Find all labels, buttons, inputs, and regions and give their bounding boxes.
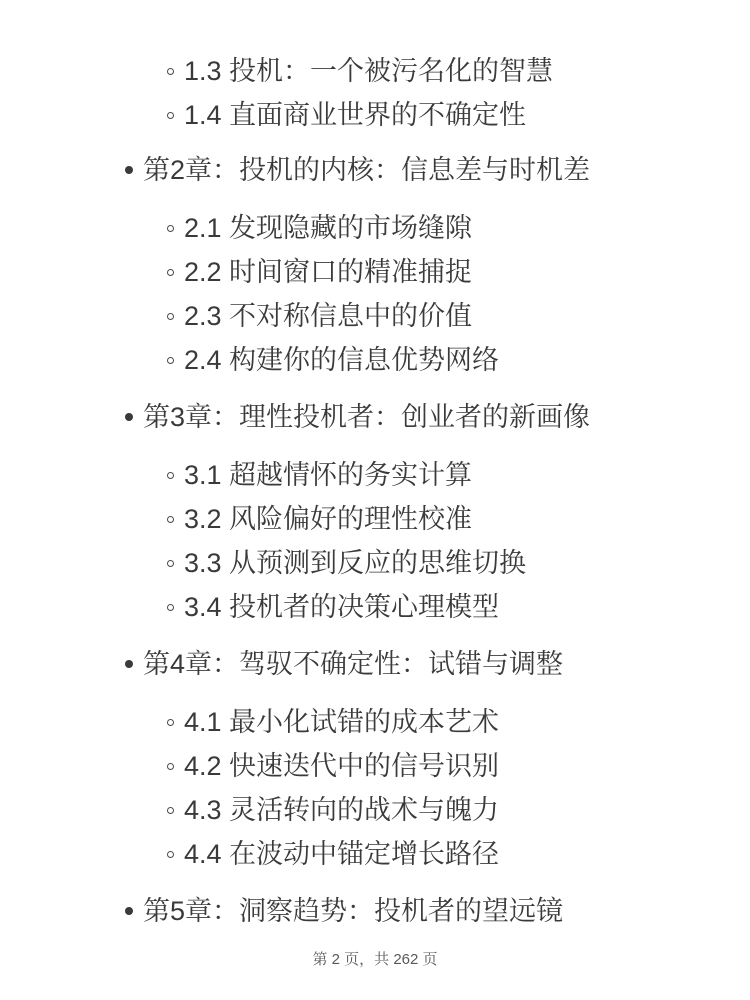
toc-section-label: 4.2 快速迭代中的信号识别 bbox=[184, 751, 500, 781]
toc-section-item-4-1 bbox=[167, 707, 750, 737]
toc-section-label: 3.1 超越情怀的务实计算 bbox=[184, 460, 473, 490]
toc-section-item-2-3 bbox=[167, 301, 750, 331]
toc-section-item-3-1 bbox=[167, 460, 750, 490]
toc-section-item-1-4 bbox=[167, 100, 750, 130]
toc-chapter-item-3 bbox=[125, 402, 750, 432]
bullet-circle-icon bbox=[167, 560, 174, 567]
toc-section-label: 1.4 直面商业世界的不确定性 bbox=[184, 100, 527, 130]
bullet-circle-icon bbox=[167, 516, 174, 523]
bullet-circle-icon bbox=[167, 807, 174, 814]
toc-chapter-label: 第5章：洞察趋势：投机者的望远镜 bbox=[143, 896, 564, 926]
bullet-disc-icon bbox=[125, 660, 133, 668]
toc-section-item-3-4 bbox=[167, 592, 750, 622]
toc-chapter-item-5 bbox=[125, 896, 750, 926]
bullet-circle-icon bbox=[167, 851, 174, 858]
toc-section-label: 1.3 投机：一个被污名化的智慧 bbox=[184, 56, 554, 86]
toc-section-label: 3.4 投机者的决策心理模型 bbox=[184, 592, 500, 622]
toc-chapter-item-2 bbox=[125, 155, 750, 185]
toc-section-item-4-3 bbox=[167, 795, 750, 825]
toc-section-label: 2.3 不对称信息中的价值 bbox=[184, 301, 473, 331]
toc-section-label: 4.3 灵活转向的战术与魄力 bbox=[184, 795, 500, 825]
page-number-footer: 第 2 页，共 262 页 bbox=[312, 951, 438, 968]
toc-chapter-label: 第3章：理性投机者：创业者的新画像 bbox=[143, 402, 591, 432]
toc-section-label: 3.2 风险偏好的理性校准 bbox=[184, 504, 473, 534]
bullet-circle-icon bbox=[167, 604, 174, 611]
bullet-circle-icon bbox=[167, 225, 174, 232]
toc-chapter-item-4 bbox=[125, 649, 750, 679]
toc-section-item-1-3 bbox=[167, 56, 750, 86]
bullet-disc-icon bbox=[125, 166, 133, 174]
toc-section-label: 3.3 从预测到反应的思维切换 bbox=[184, 548, 527, 578]
toc-section-item-4-4 bbox=[167, 839, 750, 869]
toc-section-label: 4.4 在波动中锚定增长路径 bbox=[184, 839, 500, 869]
bullet-circle-icon bbox=[167, 112, 174, 119]
bullet-disc-icon bbox=[125, 413, 133, 421]
bullet-circle-icon bbox=[167, 68, 174, 75]
bullet-circle-icon bbox=[167, 472, 174, 479]
toc-section-item-4-2 bbox=[167, 751, 750, 781]
toc-section-label: 4.1 最小化试错的成本艺术 bbox=[184, 707, 500, 737]
toc-section-item-2-2 bbox=[167, 257, 750, 287]
toc-chapter-label: 第2章：投机的内核：信息差与时机差 bbox=[143, 155, 591, 185]
toc-section-item-2-1 bbox=[167, 213, 750, 243]
bullet-circle-icon bbox=[167, 313, 174, 320]
toc-section-label: 2.2 时间窗口的精准捕捉 bbox=[184, 257, 473, 287]
toc-section-item-2-4 bbox=[167, 345, 750, 375]
toc-section-label: 2.1 发现隐藏的市场缝隙 bbox=[184, 213, 473, 243]
bullet-circle-icon bbox=[167, 719, 174, 726]
bullet-disc-icon bbox=[125, 907, 133, 915]
toc-section-item-3-2 bbox=[167, 504, 750, 534]
toc-chapter-label: 第4章：驾驭不确定性：试错与调整 bbox=[143, 649, 564, 679]
toc-section-label: 2.4 构建你的信息优势网络 bbox=[184, 345, 500, 375]
bullet-circle-icon bbox=[167, 269, 174, 276]
bullet-circle-icon bbox=[167, 763, 174, 770]
bullet-circle-icon bbox=[167, 357, 174, 364]
toc-section-item-3-3 bbox=[167, 548, 750, 578]
